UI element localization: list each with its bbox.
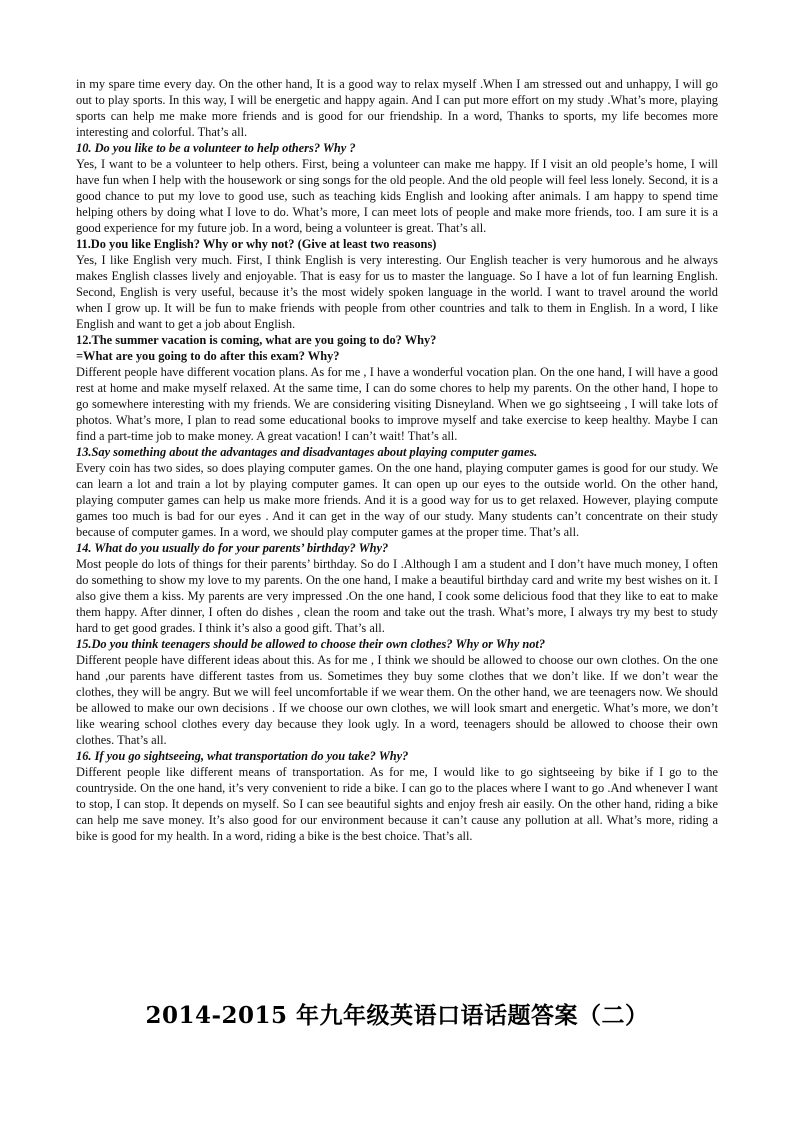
- answer-12: Different people have different vocation plans. As for me , I have a wonderful vocation plan. On the one hand, I will have a good rest at home and make myself relaxed. At the same time, I can do some chores to help my parents. On the other hand, I hope to go somewhere interesting with my friends. We are considering visiting Disneyland. When we go sightseeing , I will take lots of photos. What’s more, I plan to read some educational books to improve myself and take exercise to keep healthy. Maybe I can find a part-time job to make money. A great vacation! I can’t wait! That’s all.: [76, 365, 718, 443]
- question-12: 12.The summer vacation is coming, what are you going to do? Why?: [76, 333, 437, 347]
- question-15: 15.Do you think teenagers should be allowed to choose their own clothes? Why or Why not?: [76, 637, 546, 651]
- answer-15: Different people have different ideas about this. As for me , I think we should be allowed to choose our own clothes. On the one hand ,our parents have different tastes from us. Sometimes they buy some clothes that we don’t like. If we don’t wear the clothes, they will be angry. But we will feel uncomfortable if we wear them. On the other hand, we are teenagers now. We should be allowed to make our own decisions . If we choose our own clothes, we will look smart and energetic. What’s more, we don’t like wearing school clothes every day because they look ugly. In a word, teenagers should be allowed to choose their own clothes. That’s all.: [76, 653, 718, 747]
- section-title: 2014-2015 年九年级英语口语话题答案（二）: [145, 1002, 649, 1029]
- answer-11: Yes, I like English very much. First, I think English is very interesting. Our English teacher is very humorous and he always makes English classes lively and enjoyable. That is easy for us to master the language. So I have a lot of fun learning English. Second, English is very useful, because it’s the most widely spoken language in the world. I want to travel around the world when I grow up. It will be fun to make friends with people from other countries and talk to them in English. In a word, I like English and want to get a job about English.: [76, 253, 718, 331]
- answer-14: Most people do lots of things for their parents’ birthday. So do I .Although I am a student and I don’t have much money, I often do something to show my love to my parents. On the one hand, I make a beautiful birthday card and write my best wishes on it. I also give them a kiss. My parents are very impressed .On the one hand, I cook some delicious food that they like to eat to make them happy. After dinner, I often do dishes , clean the room and take out the trash. What’s more, I always try my best to study hard to get good grades. I think it’s also a good gift. That’s all.: [76, 557, 718, 635]
- answer-10: Yes, I want to be a volunteer to help others. First, being a volunteer can make me happy. If I visit an old people’s home, I will have fun when I help with the housework or sing songs for the old people. And the old people will feel less lonely. Second, it is a good chance to put my love to good use, such as teaching kids English and looking after animals. I am happy to spend time helping others by doing what I love to do. What’s more, I can meet lots of people and make more friends, too. I am sure it is a good experience for my future job. In a word, being a volunteer is great. That’s all.: [76, 157, 718, 235]
- answer-16: Different people like different means of transportation. As for me, I would like to go sightseeing by bike if I go to the countryside. On the one hand, it’s very convenient to ride a bike. I can go to the places where I want to go .And whenever I want to stop, I can stop. It depends on myself. So I can see beautiful sights and enjoy fresh air easily. On the other hand, riding a bike can help me save money. It’s also good for our environment because it can’t cause any pollution at all. What’s more, riding a bike is good for my health. In a word, riding a bike is the best choice. That’s all.: [76, 765, 718, 843]
- answer-9-continued: in my spare time every day. On the other hand, It is a good way to relax myself .When I am stressed out and unhappy, I will go out to play sports. In this way, I will be energetic and happy again. And I can put more effort on my study .What’s more, playing sports can help me make more friends and is good for our friendship. In a word, Thanks to sports, my life becomes more interesting and colorful. That’s all.: [76, 77, 718, 139]
- question-14: 14. What do you usually do for your parents’ birthday? Why?: [76, 541, 389, 555]
- question-13: 13.Say something about the advantages and disadvantages about playing computer games.: [76, 445, 538, 459]
- question-11: 11.Do you like English? Why or why not? (Give at least two reasons): [76, 237, 437, 251]
- document-body: [76, 76, 718, 844]
- question-12-alt: =What are you going to do after this exam? Why?: [76, 349, 340, 363]
- answer-13: Every coin has two sides, so does playing computer games. On the one hand, playing computer games is good for our study. We can learn a lot and train a lot by playing computer games. It can open up our eyes to the outside world. On the other hand, playing computer games can help us make more friends. And it is a good way for us to get relaxed. However, playing compute games too much is bad for our eyes . And it can get in the way of our study. Many students can’t concentrate on their study because of computer games. In a word, we should play computer games at the proper time. That’s all.: [76, 461, 718, 539]
- question-16: 16. If you go sightseeing, what transportation do you take? Why?: [76, 749, 409, 763]
- question-10: 10. Do you like to be a volunteer to help others? Why ?: [76, 141, 356, 155]
